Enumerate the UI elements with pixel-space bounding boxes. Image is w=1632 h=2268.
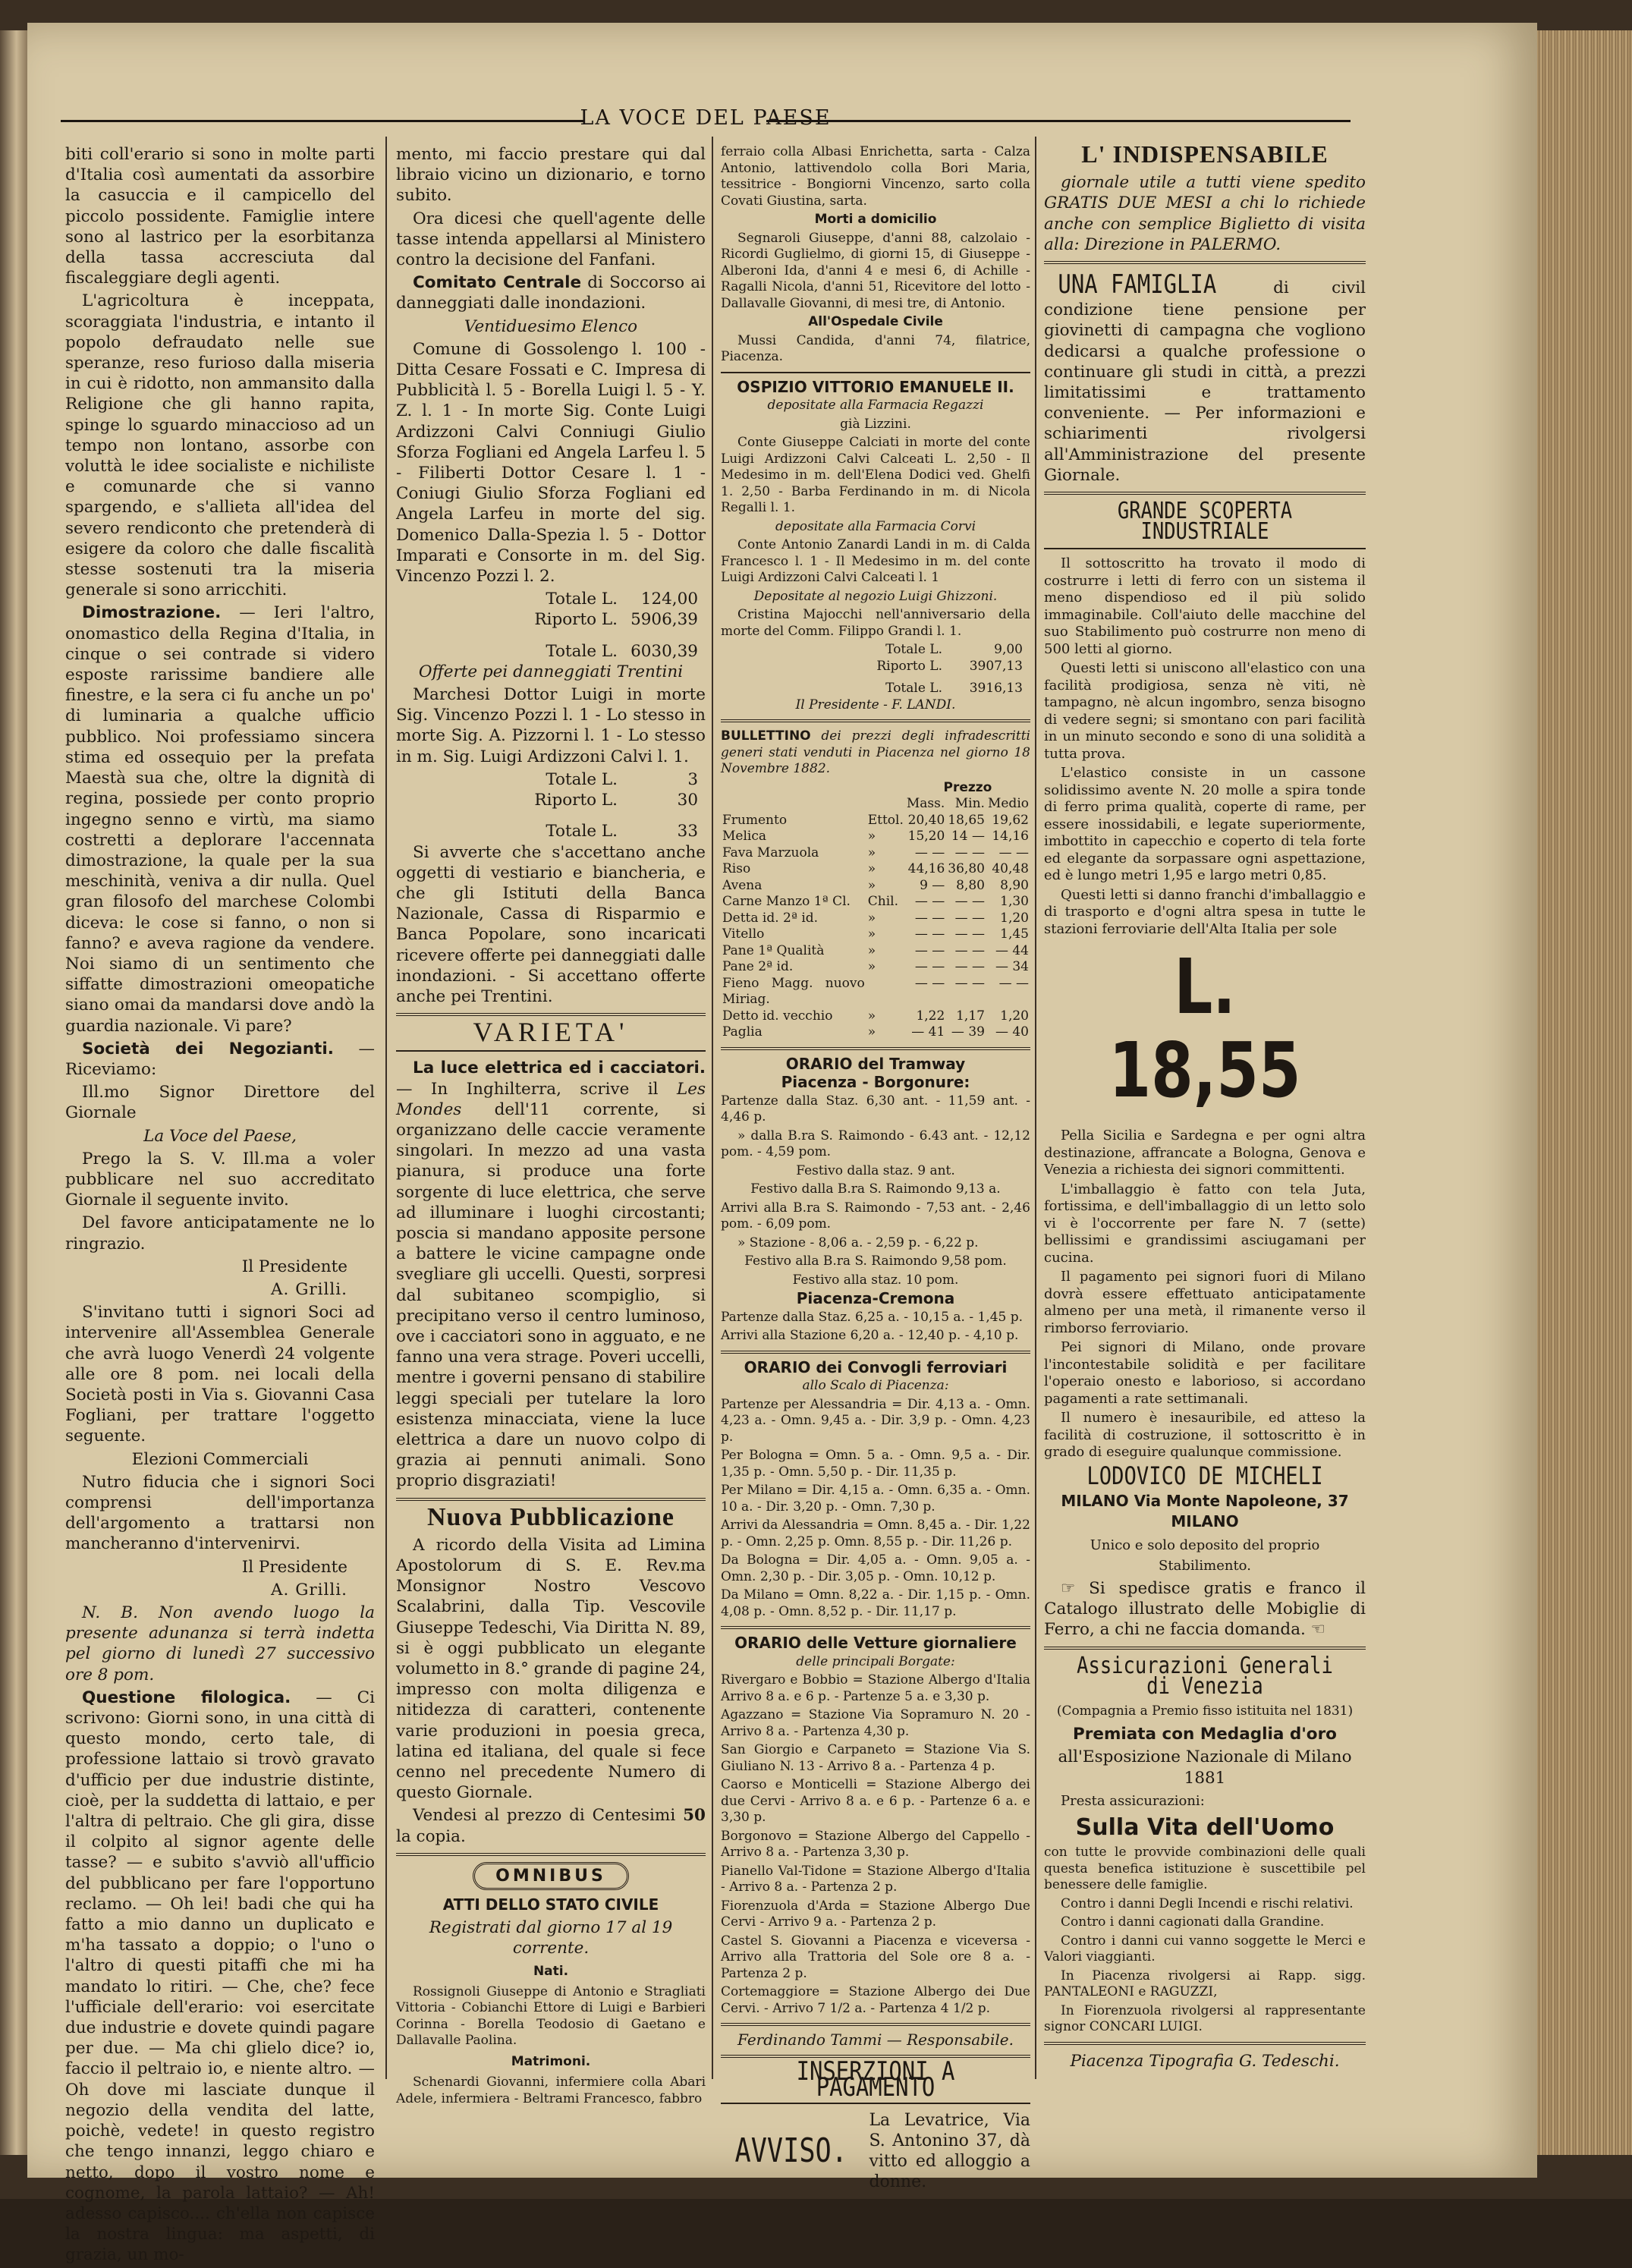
table-cell: — 39 xyxy=(951,1024,985,1040)
article-heading: Dimostrazione. xyxy=(82,603,222,623)
subheading: Piacenza-Cremona xyxy=(796,1289,955,1307)
table-cell: — — xyxy=(954,975,985,991)
article-heading: Comitato Centrale xyxy=(413,273,582,293)
table-cell: 14 — xyxy=(951,829,985,844)
section-title-nuova-pubblicazione: Nuova Pubblicazione xyxy=(427,1502,674,1531)
section-rule xyxy=(721,2023,1030,2026)
section-title-vetture: ORARIO delle Vetture giornaliere xyxy=(734,1634,1017,1652)
paragraph: In Piacenza rivolgersi ai Rapp. sigg. PANTALEONI e RAGUZZI, xyxy=(1044,1968,1366,1999)
paragraph: Questi letti si danno franchi d'imballaggio e di trasporto e d'ogni altra spesa in tutte le stazioni ferroviarie dell'Alta Italia per sole xyxy=(1044,886,1366,937)
column-2: mento, mi faccio prestare qui dal libraio vicino un dizionario, e torno subito. Ora dicesi che quell'agente delle tasse intenda appellarsi al Ministero contro la decisione del Fanfani. Comitato Centrale di Soccorso ai danneggiati dalle inondazioni. Ventiduesimo Elenco Comune di Gossolengo l. 100 - Ditta Cesare Fossati e C. Impresa di Pubblicità l. 5 - Borella Luigi l. 5 - Y. Z. l. 1 - In morte Sig. Conte Luigi Ardizzoni Calvi Conniugi Giulio Sforza Fogliani ed Angela Larfeu l. 5 - Filiberti Dottor Cesare l. 1 - Coniugi Giulio Sforza Fogliani ed Angela Larfeu in morte del sig. Domenico Dalla-Spezia l. 5 - Dottor Imparati e Consorte in m. del Sig. Vincenzo Pozzi l. 2. Totale L. 124,00 Riporto L. 5906,39 Totale L. 6030,39 Offerte pei danneggiati Trentini Marchesi Dottor Luigi in morte Sig. Vincenzo Pozzi l. 1 - Lo stesso in morte Sig. A. Pizzorni l. 1 - Lo stesso in m. Sig. Luigi Ardizzoni Calvi l. 1. Totale L. 3 Riporto L. 30 Totale L. 33 Si avverte che s'accettano anche oggetti di vestiario e biancheria, e che gli Istituti della Banca Nazionale, Cassa di Risparmio e Banca Popolare, sono incaricati ricevere offerte pei danneggiati dalle inondazioni. - Si accettano offerte anche pei Trentini. VARIETA' La luce elettrica ed i cacciatori. — In Inghilterra, scrive il Les Mondes dell'11 corrente, si organizzano delle caccie veramente singolari. In mezzo ad una vasta pianura, si produce una forte sorgente di luce elettrica, che serve ad illuminare i luoghi circostanti; poscia si mandano apposite persone a battere le vicine campagne onde svegliare gli uccelli. Questi, sorpresi dal subitaneo scompiglio, si precipitano verso il centro luminoso, ove i cacciatori sono in agguato, e ne fanno una vera strage. Poveri uccelli, mentre i governi pensano di stabilire leggi speciali per tutelare la loro esistenza minacciata, viene la luce elettrica a dare un nuovo colpo di grazia ai pennuti animali. Sono proprio disgraziati! Nuova Pubblicazione A ricordo della Visita ad Limina Apostolorum di S. E. Rev.ma Monsignor Nostro Vescovo Scalabrini, dalla Tip. Vescovile Giuseppe Tedeschi, Via Diritta N. 89, si è oggi pubblicato un elegante volumetto in 8.° grande di pagine 24, impresso con molta diligenza e nitidezza di caratteri, contenente varie produzioni in poesia greca, latina ed italiana, del quale si fece cenno nel precedente Numero di questo Giornale. Vendesi al prezzo di Centesimi 50 la copia. OMNIBUS ATTI DELLO STATO CIVILE Registrati dal giorno 17 al 19 corrente. Nati. Rossignoli Giuseppe di Antonio e Stragliati Vittoria - Cobianchi Ettore di Luigi e Barbieri Corinna - Borella Teodosio di Gaetano e Dallavalle Paolina. Matrimoni. Schenardi Giovanni, infermiere colla Abari Adele, infermiera - Beltrami Francesco, fabbro xyxy=(396,145,706,2106)
table-row xyxy=(721,829,1030,845)
subheading: Matrimoni. xyxy=(511,2053,591,2069)
paragraph: Rossignoli Giuseppe di Antonio e Stragliati Vittoria - Cobianchi Ettore di Luigi e Barbieri Corinna - Borella Teodosio di Gaetano e Dallavalle Paolina. xyxy=(396,1983,706,2049)
ad-title-famiglia: UNA FAMIGLIA xyxy=(1058,269,1217,300)
subheading: Offerte pei danneggiati Trentini xyxy=(418,662,684,681)
schedule-line: Per Bologna = Omn. 5 a. - Omn. 9,5 a. - Dir. 1,35 p. - Omn. 5,50 p. - Dir. 11,35 p. xyxy=(721,1448,1030,1480)
table-row xyxy=(721,813,1030,829)
book-page-edges xyxy=(1537,30,1632,2155)
table-cell: — 34 xyxy=(995,959,1029,974)
paragraph: Pella Sicilia e Sardegna e per ogni altra destinazione, affrancate a Bologna, Genova e Venezia a richiesta dei signori committenti. xyxy=(1044,1128,1366,1178)
table-cell: 14,16 xyxy=(992,829,1029,844)
table-cell: » xyxy=(867,1008,876,1024)
paragraph: mento, mi faccio prestare qui dal libraio vicino un dizionario, e torno subito. xyxy=(396,145,706,206)
table-cell: Avena xyxy=(722,877,763,893)
table-row xyxy=(721,845,1030,862)
table-cell: Fava Marzuola xyxy=(722,845,819,860)
table-cell: Frumento xyxy=(722,812,788,828)
table-cell: 15,20 xyxy=(907,829,945,844)
total-line: Riporto L. 30 xyxy=(534,791,698,810)
responsible-editor: Ferdinando Tammi — Responsabile. xyxy=(737,2031,1014,2049)
table-cell: Detto id. vecchio xyxy=(722,1008,833,1024)
subheading: Registrati dal giorno 17 al 19 corrente. xyxy=(429,1918,673,1958)
subheading: Sulla Vita dell'Uomo xyxy=(1075,1814,1335,1841)
subheading: depositate alla Farmacia Regazzi xyxy=(767,398,984,413)
table-cell: — — xyxy=(954,910,985,926)
table-cell: 1,30 xyxy=(1000,894,1029,909)
section-title-ospizio: OSPIZIO VITTORIO EMANUELE II. xyxy=(737,377,1014,396)
table-cell: Chil. xyxy=(867,894,898,909)
column-rule xyxy=(385,137,387,2079)
table-cell xyxy=(866,976,905,1008)
price-large: L. 18,55 xyxy=(1108,942,1301,1115)
paragraph: Ill.mo Signor Direttore del Giornale xyxy=(65,1083,375,1123)
table-cell: — — xyxy=(954,894,985,909)
subheading: già Lizzini. xyxy=(840,416,911,432)
paragraph: Segnaroli Giuseppe, d'anni 88, calzolaio - Ricordi Guglielmo, di giorni 15, di Giuseppe - Alberoni Ida, d'anni 4 e mesi 6, di Achille - Ragalli Nicola, d'anni 51, Ricevitore del lotto - Dallavalle Giovanni, di mesi tre, di Antonio. xyxy=(721,230,1030,311)
section-rule xyxy=(396,1498,706,1501)
paragraph: Unico e solo deposito del proprio Stabilimento. xyxy=(1090,1537,1320,1574)
paragraph: Il sottoscritto ha trovato il modo di costrurre i letti di ferro con un sistema il meno dispendioso ed il più solido immaginabile. Coll'aiuto delle macchine del suo Stabilimento può costrurre non meno di 500 letti al giorno. xyxy=(1044,555,1366,657)
table-row xyxy=(721,959,1030,976)
table-cell: 1,20 xyxy=(1000,1008,1029,1024)
section-rule xyxy=(721,372,1030,373)
paragraph: Schenardi Giovanni, infermiere colla Abari Adele, infermiera - Beltrami Francesco, fabbro xyxy=(396,2075,706,2106)
table-row xyxy=(721,894,1030,911)
section-title-tramway: ORARIO del Tramway xyxy=(785,1054,966,1073)
train-schedule xyxy=(721,1397,1030,1621)
masthead-rule-right xyxy=(766,120,1351,122)
section-rule xyxy=(396,1853,706,1856)
avviso-title: AVVISO. xyxy=(734,2131,847,2170)
table-cell: — — xyxy=(914,959,945,974)
subheading: Piacenza - Borgonure: xyxy=(781,1073,970,1091)
paragraph: Cristina Majocchi nell'anniversario della morte del Comm. Filippo Grandi l. 1. xyxy=(721,607,1030,639)
table-cell: — — xyxy=(998,845,1029,860)
table-cell: Vitello xyxy=(722,926,765,942)
table-cell: » xyxy=(867,1024,876,1040)
table-cell: — — xyxy=(914,975,945,991)
section-rule xyxy=(1044,2042,1366,2045)
schedule-line: » dalla B.ra S. Raimondo - 6.43 ant. - 12,12 pom. - 4,59 pom. xyxy=(721,1128,1030,1159)
paragraph: Il pagamento pei signori fuori di Milano dovrà essere effettuato anticipatamente almeno per una metà, il rimanente verso il rimborso ferroviario. xyxy=(1044,1269,1366,1336)
schedule-line: Agazzano = Stazione Via Sopramuro N. 20 - Arrivo 8 a. - Partenza 4,30 p. xyxy=(721,1707,1030,1739)
signature: Il Presidente - F. LANDI. xyxy=(795,697,956,712)
paragraph: Presta assicurazioni: xyxy=(1061,1792,1205,1809)
table-row xyxy=(721,911,1030,927)
table-cell: 1,20 xyxy=(1000,910,1029,926)
table-row xyxy=(721,861,1030,878)
paragraph: ferraio colla Albasi Enrichetta, sarta - Calza Antonio, lattivendolo colla Bori Maria, tessitrice - Bongiorni Vincenzo, sarto colla Covati Giustina, sarta. xyxy=(721,144,1030,209)
avviso-ad xyxy=(721,2110,1030,2192)
total-line: Totale L. 9,00 xyxy=(885,642,1023,657)
signature: Il Presidente xyxy=(241,1557,347,1577)
table-cell: 8,80 xyxy=(956,877,985,893)
schedule-line: Borgonovo = Stazione Albergo del Cappello - Arrivo 8 a. - Partenza 3,30 p. xyxy=(721,1828,1030,1860)
schedule-line: Fiorenzuola d'Arda = Stazione Albergo Due Cervi - Arrivo 9 a. - Partenza 2 p. xyxy=(721,1898,1030,1930)
section-rule xyxy=(1044,1647,1366,1650)
paragraph: ☞ Si spedisce gratis e franco il Catalogo illustrato delle Mobiglie di Ferro, a chi ne faccia domanda. ☜ xyxy=(1044,1578,1366,1640)
avviso-text: La Levatrice, Via S. Antonino 37, dà vitto ed alloggio a donne. xyxy=(869,2110,1030,2191)
schedule-line: Festivo dalla staz. 9 ant. xyxy=(796,1162,955,1178)
total-line: Totale L. 3 xyxy=(546,769,698,789)
section-rule xyxy=(1044,261,1366,264)
article-heading: BULLETTINO xyxy=(721,728,811,744)
paragraph: Comune di Gossolengo l. 100 - Ditta Cesare Fossati e C. Impresa di Pubblicità l. 5 - Borella Luigi l. 5 - Y. Z. l. 1 - In morte Sig. Conte Luigi Ardizzoni Calvi Conniugi Giulio Sforza Fogliani ed Angela Larfeu l. 5 - Filiberti Dottor Cesare l. 1 - Coniugi Giulio Sforza Fogliani ed Angela Larfeu in morte del sig. Domenico Dalla-Spezia l. 5 - Dottor Imparati e Consorte in m. del Sig. Vincenzo Pozzi l. 2. xyxy=(396,339,706,587)
table-cell: » xyxy=(867,942,876,958)
paragraph: all'Esposizione Nazionale di Milano 1881 xyxy=(1058,1747,1352,1788)
table-cell: — 40 xyxy=(995,1024,1029,1040)
paragraph: L'imballaggio è fatto con tela Juta, fortissima, e dell'imballaggio di un letto solo vi è l'occorrente per fare N. 7 (sette) bellissimi e grandissimi asciugamani per cucina. xyxy=(1044,1181,1366,1266)
table-cell: » xyxy=(867,861,876,876)
paragraph: L'elastico consiste in un cassone solidissimo avente N. 20 molle a spira tonde di ferro prima qualità, coperte di rame, per essere inossidabili, e legate superiormente, imbottito in capecchio e coperto di tela forte ed elegante da sorpassare ogni aspettazione, ed è lungo metri 1,95 e largo metri 0,85. xyxy=(1044,765,1366,884)
table-cell: » xyxy=(867,910,876,926)
paragraph: — Ieri l'altro, onomastico della Regina d'Italia, in cinque o sei contrade si videro esposte rarissime bandiere alle finestre, e la sera ci fu anche un po' di luminaria a qualche ufficio pubblico. Noi professiamo sincera stima ed ossequio per la prefata Maestà sua che, oltre la dignità di regina, possiede per conto proprio ingegno senno e virtù, ma siamo costretti a deplorare l'accennata dimostrazione, la quale per la sua meschinità, veniva a dir nulla. Quel gran filosofo del marchese Colombi diceva: le cose si fanno, o non si fanno? e aveva ragione da vendere. Noi siamo di un sentimento che siffatte dimostrazioni omeopatiche siano omai da mandarsi dove andò la guardia nazionale. Vi pare? xyxy=(65,603,375,1036)
section-rule xyxy=(1044,548,1366,549)
subheading: Premiata con Medaglia d'oro xyxy=(1073,1725,1337,1744)
paragraph: di Soccorso ai danneggiati dalle inondazioni. xyxy=(396,273,706,313)
article-heading: Società dei Negozianti. xyxy=(82,1039,334,1059)
omnibus-banner: OMNIBUS xyxy=(473,1862,629,1890)
table-cell: 8,90 xyxy=(1000,877,1029,893)
table-cell: — — xyxy=(914,910,945,926)
schedule-line: Festivo alla staz. 10 pom. xyxy=(792,1272,959,1288)
schedule-line: Arrivi alla Stazione 6,20 a. - 12,40 p. - 4,10 p. xyxy=(721,1328,1019,1343)
masthead: LA VOCE DEL PAESE xyxy=(580,106,832,130)
table-cell: — — xyxy=(914,894,945,909)
paragraph: Conte Antonio Zanardi Landi in m. di Calda Francesco l. 1 - Il Medesimo in m. del conte Luigi Ardizzoni Calvi Calceati l. 1 xyxy=(721,537,1030,585)
paragraph: Questi letti si uniscono all'elastico con una facilità prodigiosa, senza nè viti, nè tampagno, nè alcun ingombro, senza bisogno di vedere segni; si smontano con pari facilità in un minuto secondo e sono di una solidità a tutta prova. xyxy=(1044,660,1366,762)
paragraph: Del favore anticipatamente ne lo ringrazio. xyxy=(65,1213,375,1254)
table-cell: 1,17 xyxy=(956,1008,985,1024)
table-cell: — — xyxy=(914,926,945,942)
paragraph: Mussi Candida, d'anni 74, filatrice, Piacenza. xyxy=(721,332,1030,364)
schedule-line: Partenze dalla Staz. 6,25 a. - 10,15 a. - 1,45 p. xyxy=(721,1309,1024,1325)
coach-schedule xyxy=(721,1672,1030,2017)
subheading: Depositate al negozio Luigi Ghizzoni. xyxy=(753,588,998,604)
table-row xyxy=(721,1024,1030,1041)
schedule-line: Partenze dalla Staz. 6,30 ant. - 11,59 ant. - 4,46 p. xyxy=(721,1093,1030,1125)
ad-title-assicurazioni: Assicurazioni Generali di Venezia xyxy=(1077,1652,1333,1700)
ad-title-grande-scoperta: GRANDE SCOPERTA INDUSTRIALE xyxy=(1117,498,1293,546)
subheading: delle principali Borgate: xyxy=(796,1653,955,1669)
signature: A. Grilli. xyxy=(271,1580,347,1600)
column-rule xyxy=(1035,137,1036,2079)
table-cell: — 41 xyxy=(911,1024,945,1040)
table-cell: — — xyxy=(954,845,985,860)
subheading: allo Scalo di Piacenza: xyxy=(802,1378,949,1393)
paragraph: biti coll'erario si sono in molte parti d'Italia così aumentati da assorbire la casuccia e il campicello del piccolo possidente. Famiglie intere sono al lastrico per la esorbitanza della tassa accresciuta dal fiscaleggiare degli agenti. xyxy=(65,145,375,288)
paragraph: Elezioni Commerciali xyxy=(131,1449,309,1469)
table-cell: Melica xyxy=(722,829,766,844)
paragraph: Contro i danni cagionati dalla Grandine. xyxy=(1061,1914,1325,1930)
price-column-header: Mass. xyxy=(906,796,945,811)
table-cell: 36,80 xyxy=(948,861,985,876)
table-row xyxy=(721,976,1030,1008)
paragraph: Prego la S. V. Ill.ma a voler pubblicare nel suo accreditato Giornale il seguente invito. xyxy=(65,1149,375,1210)
section-rule xyxy=(396,1050,706,1052)
table-cell: 18,65 xyxy=(948,812,985,828)
signature: A. Grilli. xyxy=(271,1279,347,1299)
paragraph: (Compagnia a Premio fisso istituita nel 1831) xyxy=(1056,1703,1354,1719)
schedule-line: Arrivi alla B.ra S. Raimondo - 7,53 ant. - 2,46 pom. - 6,09 pom. xyxy=(721,1200,1030,1232)
table-row xyxy=(721,926,1030,943)
table-cell: 20,40 xyxy=(907,812,945,828)
ad-title-indispensabile: L' INDISPENSABILE xyxy=(1081,140,1329,168)
paragraph: Ora dicesi che quell'agente delle tasse intenda appellarsi al Ministero contro la decisione del Fanfani. xyxy=(396,209,706,270)
paragraph: Pei signori di Milano, onde provare l'incontestabile solidità e per facilitare l'operaio onesto e laborioso, si accordano pagamenti a rate settimanali. xyxy=(1044,1339,1366,1407)
schedule-line: Da Milano = Omn. 8,22 a. - Dir. 1,15 p. - Omn. 4,08 p. - Omn. 8,52 p. - Dir. 11,17 p. xyxy=(721,1587,1030,1619)
schedule-line: Festivo dalla B.ra S. Raimondo 9,13 a. xyxy=(750,1181,1001,1197)
section-title-inserzioni: INSERZIONI A PAGAMENTO xyxy=(796,2056,955,2103)
schedule-line: » Stazione - 8,06 a. - 2,59 p. - 6,22 p. xyxy=(737,1235,979,1250)
table-cell: — — xyxy=(998,975,1029,991)
table-cell: » xyxy=(867,959,876,974)
advertiser-name: LODOVICO DE MICHELI xyxy=(1086,1461,1323,1490)
paragraph: — Ci scrivono: Giorni sono, in una città di questo mondo, certo tale, di professione lattaio si trovò gravato d'ufficio per due industrie distinte, cioè, per la suddetta di lattaio, e per l'altra di peltraio. Che gli gira, disse il colpito al signor agente delle tasse? — e subito s'avviò all'ufficio del pubblicano per fare l'opportuno reclamo. — Oh lei! badi che qui ha fatto a mio danno un duplicato e m'ha tassato a doppio; o l'uno o l'altro di questi pitaffi che mi ha mandato lo ritiri. — Che, che? fece l'ufficiale dell'erario: voi esercitate due industrie e dovete quindi pagare per due. — Ma chi glielo dice? io, faccio il peltraio io, e niente altro. — Oh dove mi lasciate dunque il negozio della vendita del latte, poichè, vedete! in questo registro che tengo innanzi, leggo chiaro e netto, dopo il vostro nome e cognome, la parola lattaio? — Ah! adesso capisco.... ch'ella non capisce la nostra lingua: ma aspetti, di grazia, un mo- xyxy=(65,1688,375,2265)
section-title-convogli: ORARIO dei Convogli ferroviari xyxy=(744,1357,1008,1376)
price-column-header: Medio xyxy=(987,796,1029,811)
table-cell: 1,45 xyxy=(1000,926,1029,942)
subheading: Nati. xyxy=(533,1963,569,1979)
subheading: ATTI DELLO STATO CIVILE xyxy=(442,1895,659,1914)
total-line: Totale L. 33 xyxy=(546,822,698,841)
total-line: Totale L. 124,00 xyxy=(546,590,698,609)
schedule-line: Caorso e Monticelli = Stazione Albergo dei due Cervi - Arrivo 8 a. e 6 p. - Partenze 6 a. e 3,30 p. xyxy=(721,1777,1030,1825)
table-cell: Carne Manzo 1ª Cl. xyxy=(722,894,851,909)
table-row xyxy=(721,1008,1030,1025)
section-title-varieta: VARIETA' xyxy=(473,1017,629,1048)
table-row xyxy=(721,943,1030,960)
section-rule xyxy=(1044,492,1366,495)
previous-page-edge xyxy=(0,30,27,2155)
schedule-line: Pianello Val-Tidone = Stazione Albergo d'Italia - Arrivo 8 a. - Partenza 2 p. xyxy=(721,1863,1030,1895)
paragraph: L'agricoltura è inceppata, scoraggiata l'industria, e intanto il popolo defraudato nelle sue speranze, reso furioso dalla miseria in cui è ridotto, non ammansito dalla Religione che gli hanno rapita, spinge lo sguardo minaccioso ad un tempo non lontano, assorbe con voluttà le idee socialiste e nichiliste e comunarde che si vanno spargendo, e s'allieta all'idea del severo rendiconto che pretenderà di esigere da coloro che dalle fiscalità stesse sostenuti tra la miseria generale si sono arricchiti. xyxy=(65,291,375,600)
table-cell: — — xyxy=(954,942,985,958)
schedule-line: Rivergaro e Bobbio = Stazione Albergo d'Italia Arrivo 8 a. e 6 p. - Partenze 5 a. e 3,30 p. xyxy=(721,1672,1030,1704)
table-cell: — 44 xyxy=(995,942,1029,958)
table-cell: Pane 1ª Qualità xyxy=(722,942,825,958)
article-heading: La luce elettrica ed i cacciatori. xyxy=(413,1059,706,1078)
table-cell: Riso xyxy=(722,861,751,876)
subheading: Morti a domicilio xyxy=(814,212,937,227)
paragraph: La Voce del Paese, xyxy=(143,1126,297,1146)
paragraph: Nutro fiducia che i signori Soci comprensi dell'importanza dell'argomento a trattarsi non mancheranno d'intervenirvi. xyxy=(65,1472,375,1554)
total-line: Totale L. 3916,13 xyxy=(885,681,1023,696)
schedule-line: Cortemaggiore = Stazione Albergo dei Due Cervi. - Arrivo 7 1/2 a. - Partenza 4 1/2 p. xyxy=(721,1984,1030,2016)
table-cell: » xyxy=(867,926,876,942)
table-cell: 9 — xyxy=(920,877,945,893)
schedule-line: Arrivi da Alessandria = Omn. 8,45 a. - Dir. 1,22 p. - Omn. 2,25 p. Omn. 8,55 p. - Dir. 11,26 p. xyxy=(721,1518,1030,1549)
printer-imprint: Piacenza Tipografia G. Tedeschi. xyxy=(1070,2051,1340,2071)
paragraph: con tutte le provvide combinazioni delle quali questa benefica istituzione è suscettibile pel benessere delle famiglie. xyxy=(1044,1845,1366,1892)
table-cell: Fieno Magg. nuovo Miriag. xyxy=(722,975,865,1007)
paragraph: Contro i danni Degli Incendi e rischi relativi. xyxy=(1061,1895,1354,1911)
table-cell: 40,48 xyxy=(992,861,1029,876)
advertiser-address: MILANO Via Monte Napoleone, 37 MILANO xyxy=(1061,1492,1349,1531)
price-table: Prezzo Mass. Min. Medio Frumento Ettol. 20,40 18,65 19,62 Melica » 15,20 14 — 14,16 Fava Marzuola » — — — — — — Riso » 44,16 36,80 40,48 Avena » 9 — 8,80 8,90 Carne Manzo 1ª Cl. Chil. — — — — 1,30 Detta id. 2ª id. » — — — — 1,20 Vitello » — — — — 1,45 Pane 1ª Qualità » — — — — — 44 Pane 2ª id. » — — — — — 34 Fieno Magg. nuovo Miriag. — — — — — — Detto id. vecchio » 1,22 1,17 1,20 Paglia » — 41 — 39 — 40 xyxy=(722,779,1029,1040)
table-cell: — — xyxy=(954,926,985,942)
section-rule xyxy=(721,719,1030,722)
paragraph: S'invitano tutti i signori Soci ad intervenire all'Assemblea Generale che avrà luogo Venerdì 24 volgente alle ore 8 pom. nei locali della Società posti in Via s. Giovanni Casa Fogliani, per trattare l'oggetto seguente. xyxy=(65,1303,375,1446)
table-cell: » xyxy=(867,877,876,893)
table-cell: 19,62 xyxy=(992,812,1029,828)
table-cell: Pane 2ª id. xyxy=(722,959,794,974)
column-4: L' INDISPENSABILE giornale utile a tutti viene spedito GRATIS DUE MESI a chi lo richiede anche con semplice Biglietto di visita alla: Direzione in PALERMO. UNA FAMIGLIA di civil condizione tiene pensione per giovinetti di campagna che vogliono dedicarsi a qualche professione o continuare gli studi in città, a prezzi limitatissimi e trattamento conveniente. — Per informazioni e schiarimenti rivolgersi all'Amministrazione del presente Giornale. GRANDE SCOPERTA INDUSTRIALE Il sottoscritto ha trovato il modo di costrurre i letti di ferro con un sistema il meno dispendioso ed il più solido immaginabile. Coll'aiuto delle macchine del suo Stabilimento può costrurre non meno di 500 letti al giorno. Questi letti si uniscono all'elastico con una facilità prodigiosa, senza nè viti, nè tampagno, nè alcun ingombro, senza bisogno di vedere segni; si smontano con pari facilità in un minuto secondo e sono di una solidità a tutta prova. L'elastico consiste in un cassone solidissimo avente N. 20 molle a spira tonde di ferro prima qualità, coperte di rame, per essere inossidabili, e legate superiormente, imbottito in capecchio e coperto di tela forte ed elegante da sorpassare ogni aspettazione, ed è lungo metri 1,95 e largo metri 0,85. Questi letti si danno franchi d'imballaggio e di trasporto e d'ogni altra spesa in tutte le stazioni ferroviarie dell'Alta Italia per sole L. 18,55 Pella Sicilia e Sardegna e per ogni altra destinazione, affrancate a Bologna, Genova e Venezia a richiesta dei signori committenti. L'imballaggio è fatto con tela Juta, fortissima, e dell'imballaggio di un letto solo vi è l'occorrente per fare N. 7 (sette) bellissimi e grandissimi asciugamani per cucina. Il pagamento pei signori fuori di Milano dovrà essere effettuato anticipatamente almeno per una metà, il rimanente verso il rimborso ferroviario. Pei signori di Milano, onde provare l'incontestabile solidità e per facilitare l'operaio onesto e laborioso, si accordano pagamenti a rate settimanali. Il numero è inesauribile, ed atteso la facilità di costruzione, il sottoscritto è in grado di eseguire qualunque commissione. LODOVICO DE MICHELI MILANO Via Monte Napoleone, 37 MILANO Unico e solo deposito del proprio Stabilimento. ☞ Si spedisce gratis e franco il Catalogo illustrato delle Mobiglie di Ferro, a chi ne faccia domanda. ☜ Assicurazioni Generali di Venezia (Compagnia a Premio fisso istituita nel 1831) Premiata con Medaglia d'oro all'Esposizione Nazionale di Milano 1881 Presta assicurazioni: Sulla Vita dell'Uomo con tutte le provvide combinazioni delle quali questa benefica istituzione è suscettibile pel benessere delle famiglie. Contro i danni Degli Incendi e rischi relativi. Contro i danni cagionati dalla Grandine. Contro i danni cui vanno soggette le Merci e Valori viaggianti. In Piacenza rivolgersi ai Rapp. sigg. PANTALEONI e RAGUZZI, In Fiorenzuola rivolgersi al rappresentante signor CONCARI LUIGI. Piacenza Tipografia G. Tedeschi. xyxy=(1044,140,1366,2071)
table-cell: Detta id. 2ª id. xyxy=(722,910,819,926)
paragraph: giornale utile a tutti viene spedito GRATIS DUE MESI a chi lo richiede anche con semplice Biglietto di visita alla: Direzione in PALERMO. xyxy=(1044,173,1366,254)
table-cell: Ettol. xyxy=(867,812,904,828)
paragraph: Il numero è inesauribile, ed atteso la facilità di costruzione, il sottoscritto è in grado di eseguire qualunque commissione. xyxy=(1044,1410,1366,1461)
subheading: All'Ospedale Civile xyxy=(808,314,943,329)
subheading: depositate alla Farmacia Corvi xyxy=(775,518,976,534)
section-rule xyxy=(721,1626,1030,1629)
signature: Il Presidente xyxy=(241,1257,347,1276)
masthead-rule-left xyxy=(61,120,584,122)
column-1 xyxy=(65,144,375,2268)
total-line: Totale L. 6030,39 xyxy=(546,641,698,661)
schedule-line: Partenze per Alessandria = Dir. 4,13 a. - Omn. 4,23 a. - Omn. 9,45 a. - Dir. 3,9 p. - Omn. 4,23 p. xyxy=(721,1396,1030,1445)
total-line: Riporto L. 3907,13 xyxy=(876,658,1023,674)
table-cell: Paglia xyxy=(722,1024,763,1040)
table-cell: — — xyxy=(914,845,945,860)
paragraph: N. B. Non avendo luogo la presente adunanza si terrà indetta pel giorno di lunedì 27 successivo ore 8 pom. xyxy=(65,1603,375,1684)
column-rule xyxy=(712,137,713,2079)
schedule-line: Da Bologna = Dir. 4,05 a. - Omn. 9,05 a. - Omn. 2,30 p. - Dir. 3,05 p. - Omn. 10,12 p. xyxy=(721,1552,1030,1584)
section-rule xyxy=(396,1013,706,1016)
schedule-line: Castel S. Giovanni a Piacenza e viceversa - Arrivo alla Trattoria del Sole ore 8 a. - Partenza 2 p. xyxy=(721,1933,1030,1981)
column-3: ferraio colla Albasi Enrichetta, sarta - Calza Antonio, lattivendolo colla Bori Maria, tessitrice - Bongiorni Vincenzo, sarto colla Covati Giustina, sarta. Morti a domicilio Segnaroli Giuseppe, d'anni 88, calzolaio - Ricordi Guglielmo, di giorni 15, di Giuseppe - Alberoni Ida, d'anni 4 e mesi 6, di Achille - Ragalli Nicola, d'anni 51, Ricevitore del lotto - Dallavalle Giovanni, di mesi tre, di Antonio. All'Ospedale Civile Mussi Candida, d'anni 74, filatrice, Piacenza. OSPIZIO VITTORIO EMANUELE II. depositate alla Farmacia Regazzi già Lizzini. Conte Giuseppe Calciati in morte del conte Luigi Ardizzoni Calvi Calceati L. 2,50 - Il Medesimo in m. dell'Elena Dodici ved. Ghelfi 1. 2,50 - Barba Ferdinando in m. di Nicola Regalli l. 1. depositate alla Farmacia Corvi Conte Antonio Zanardi Landi in m. di Calda Francesco l. 1 - Il Medesimo in m. del conte Luigi Ardizzoni Calvi Calceati l. 1 Depositate al negozio Luigi Ghizzoni. Cristina Majocchi nell'anniversario della morte del Comm. Filippo Grandi l. 1. Totale L. 9,00 Riporto L. 3907,13 Totale L. 3916,13 Il Presidente - F. LANDI. BULLETTINO dei prezzi degli infradescritti generi stati venduti in Piacenza nel giorno 18 Novembre 1882. Prezzo Mass. Min. Medio Frumento Ettol. 20,40 18,65 19,62 Melica » 15,20 14 — 14,16 Fava Marzuola » — — — — — — Riso » 44,16 36,80 40,48 Avena » 9 — 8,80 8,90 Carne Manzo 1ª Cl. Chil. — — — — 1,30 Detta id. 2ª id. » — — — — 1,20 Vitello » — — — — 1,45 Pane 1ª Qualità » — — — — — 44 Pane 2ª id. » — — — — — 34 Fieno Magg. nuovo Miriag. — — — — — — Detto id. vecchio » 1,22 1,17 1,20 Paglia » — 41 — 39 — 40 ORARIO del Tramway Piacenza - Borgonure: Partenze dalla Staz. 6,30 ant. - 11,59 ant. - 4,46 p. » dalla B.ra S. Raimondo - 6.43 ant. - 12,12 pom. - 4,59 pom. Festivo dalla staz. 9 ant. Festivo dalla B.ra S. Raimondo 9,13 a. Arrivi alla B.ra S. Raimondo - 7,53 ant. - 2,46 pom. - 6,09 pom. » Stazione - 8,06 a. - 2,59 p. - 6,22 p. Festivo alla B.ra S. Raimondo 9,58 pom. Festivo alla staz. 10 pom. Piacenza-Cremona Partenze dalla Staz. 6,25 a. - 10,15 a. - 1,45 p. Arrivi alla Stazione 6,20 a. - 12,40 p. - 4,10 p. ORARIO dei Convogli ferroviari allo Scalo di Piacenza: Partenze per Alessandria = Dir. 4,13 a. - Omn. 4,23 a. - Omn. 9,45 a. - Dir. 3,9 p. - Omn. 4,23 p. Per Bologna = Omn. 5 a. - Omn. 9,5 a. - Dir. 1,35 p. - Omn. 5,50 p. - Dir. 11,35 p. Per Milano = Dir. 4,15 a. - Omn. 6,35 a. - Omn. 10 a. - Dir. 3,20 p. - Omn. 7,30 p. Arrivi da Alessandria = Omn. 8,45 a. - Dir. 1,22 p. - Omn. 2,25 p. Omn. 8,55 p. - Dir. 11,26 p. Da Bologna = Dir. 4,05 a. - Omn. 9,05 a. - Omn. 2,30 p. - Dir. 3,05 p. - Omn. 10,12 p. Da Milano = Omn. 8,22 a. - Dir. 1,15 p. - Omn. 4,08 p. - Omn. 8,52 p. - Dir. 11,17 p. ORARIO delle Vetture giornaliere delle principali Borgate: Rivergaro e Bobbio = Stazione Albergo d'Italia Arrivo 8 a. e 6 p. - Partenze 5 a. e 3,30 p. Agazzano = Stazione Via Sopramuro N. 20 - Arrivo 8 a. - Partenza 4,30 p. San Giorgio e Carpaneto = Stazione Via S. Giuliano N. 13 - Arrivo 8 a. - Partenza 4 p. Caorso e Monticelli = Stazione Albergo dei due Cervi - Arrivo 8 a. e 6 p. - Partenze 6 a. e 3,30 p. Borgonovo = Stazione Albergo del Cappello - Arrivo 8 a. - Partenza 3,30 p. Pianello Val-Tidone = Stazione Albergo d'Italia - Arrivo 8 a. - Partenza 2 p. Fiorenzuola d'Arda = Stazione Albergo Due Cervi - Arrivo 9 a. - Partenza 2 p. Castel S. Giovanni a Piacenza e viceversa - Arrivo alla Trattoria del Sole ore 8 a. - Partenza 2 p. Cortemaggiore = Stazione Albergo dei Due Cervi. - Arrivo 7 1/2 a. - Partenza 4 1/2 p. Ferdinando Tammi — Responsabile. INSERZIONI A PAGAMENTO AVVISO. La Levatrice, Via S. Antonino 37, dà vitto ed alloggio a donne. xyxy=(721,144,1030,2191)
schedule-line: Festivo alla B.ra S. Raimondo 9,58 pom. xyxy=(744,1254,1007,1269)
section-rule xyxy=(721,1047,1030,1050)
section-rule xyxy=(721,1351,1030,1354)
paragraph: Conte Giuseppe Calciati in morte del conte Luigi Ardizzoni Calvi Calceati L. 2,50 - Il Medesimo in m. dell'Elena Dodici ved. Ghelfi 1. 2,50 - Barba Ferdinando in m. di Nicola Regalli l. 1. xyxy=(721,435,1030,515)
table-cell: 44,16 xyxy=(907,861,945,876)
table-cell: — — xyxy=(954,959,985,974)
total-line: Riporto L. 5906,39 xyxy=(534,610,698,630)
table-cell: — — xyxy=(914,942,945,958)
table-cell: 1,22 xyxy=(916,1008,945,1024)
paragraph: Si avverte che s'accettano anche oggetti di vestiario e biancheria, e che gli Istituti della Banca Nazionale, Cassa di Risparmio e Banca Popolare, sono incaricati ricevere offerte pei danneggiati dalle inondazioni. - Si accettano offerte anche pei Trentini. xyxy=(396,842,706,1006)
subheading: Ventiduesimo Elenco xyxy=(464,316,638,336)
paragraph: In Fiorenzuola rivolgersi al rappresentante signor CONCARI LUIGI. xyxy=(1044,2002,1366,2034)
paragraph: A ricordo della Visita ad Limina Apostolorum di S. E. Rev.ma Monsignor Nostro Vescovo Scalabrini, dalla Tip. Vescovile Giuseppe Tedeschi, Via Diritta N. 89, si è oggi pubblicato un elegante volumetto in 8.° grande di pagine 24, impresso con molta diligenza e nitidezza di caratteri, contenente varie produzioni in poesia greca, latina ed italiana, del quale si fece cenno nel precedente Numero di questo Giornale. xyxy=(396,1535,706,1803)
schedule-line: San Giorgio e Carpaneto = Stazione Via S. Giuliano N. 13 - Arrivo 8 a. - Partenza 4 p. xyxy=(721,1742,1030,1774)
paragraph: Contro i danni cui vanno soggette le Merci e Valori viaggianti. xyxy=(1044,1933,1366,1964)
table-cell: » xyxy=(867,829,876,844)
table-cell: » xyxy=(867,845,876,860)
schedule-line: Per Milano = Dir. 4,15 a. - Omn. 6,35 a. - Omn. 10 a. - Dir. 3,20 p. - Omn. 7,30 p. xyxy=(721,1483,1030,1515)
paragraph: — Riceviamo: xyxy=(65,1039,375,1079)
paragraph: Marchesi Dottor Luigi in morte Sig. Vincenzo Pozzi l. 1 - Lo stesso in morte Sig. A. Pizzorni l. 1 - Lo stesso in m. Sig. Luigi Ardizzoni Calvi l. 1. xyxy=(396,685,706,766)
table-row xyxy=(721,878,1030,895)
article-heading: Questione filologica. xyxy=(82,1688,291,1707)
price-column-header: Min. xyxy=(954,796,985,811)
